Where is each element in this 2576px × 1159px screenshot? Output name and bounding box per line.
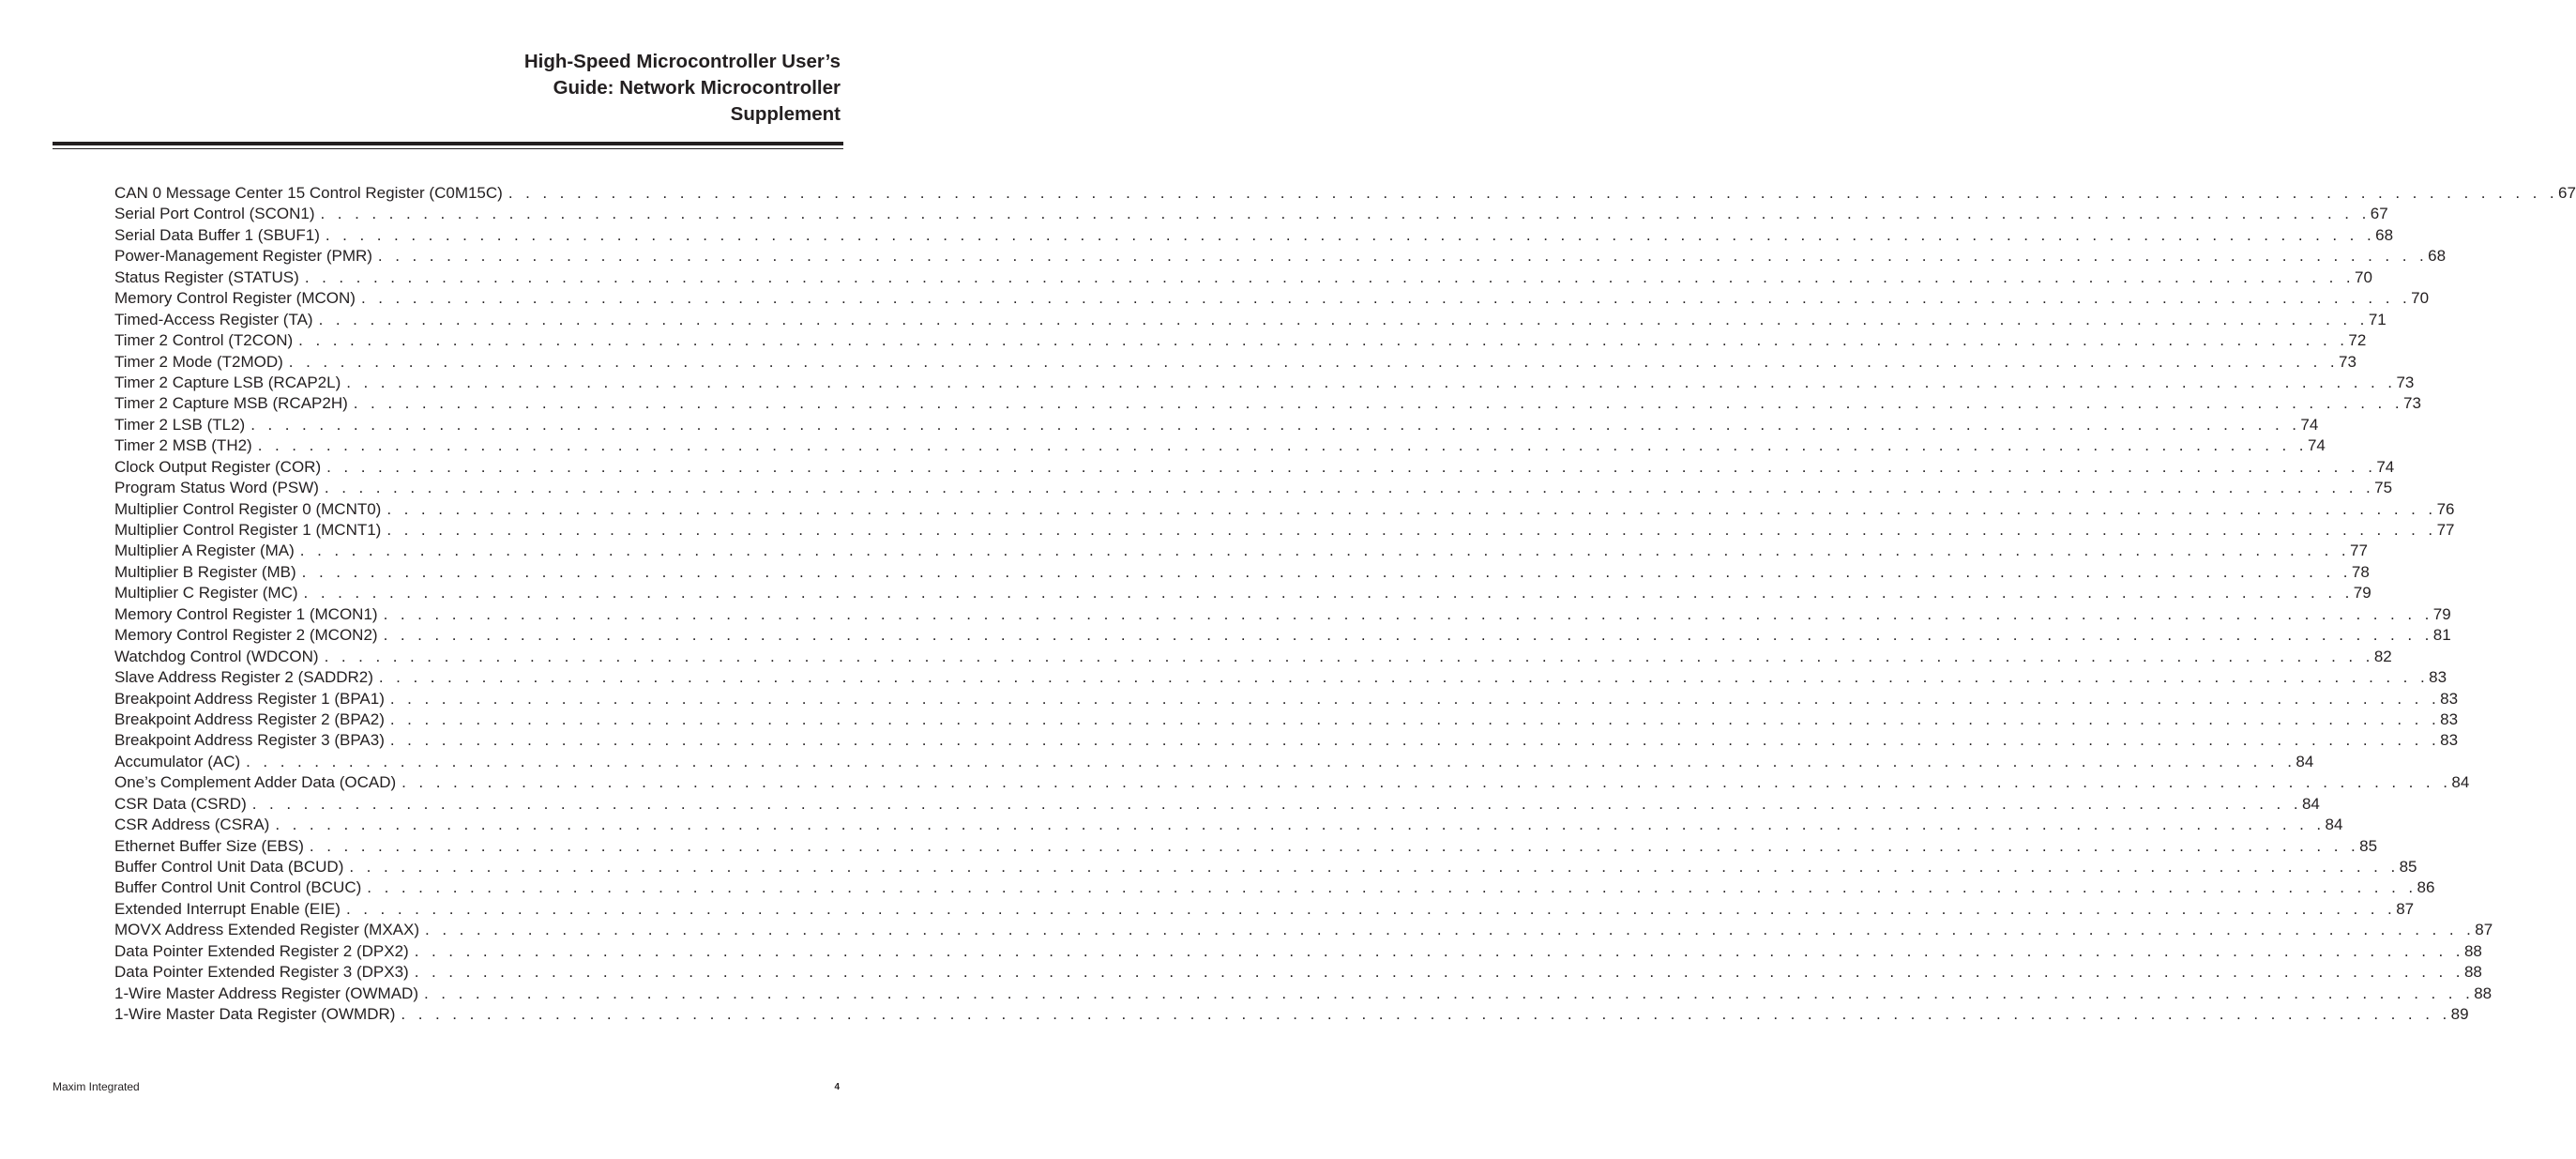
toc-entry[interactable] [114, 857, 2417, 877]
toc-dot-leader: . . . . . . . . . . . . . . . . . . . . . . . . . . . . . . . . . . . . . . . . . . . . . . . . . . . . . . . . . . . . . . . . . . . . . . . . . . . . . . . . . . . . . . . . . . . . . . . . . . . . . . . . . . . . . . . . . . . . . . . . [257, 436, 2308, 455]
toc-entry-page: 67 [2370, 205, 2388, 223]
page-title [278, 49, 841, 128]
toc-dot-leader: . . . . . . . . . . . . . . . . . . . . . . . . . . . . . . . . . . . . . . . . . . . . . . . . . . . . . . . . . . . . . . . . . . . . . . . . . . . . . . . . . . . . . . . . . . . . . . . . . . . . . . . . . . . . . . . . . . . . . . . . [425, 921, 2476, 939]
toc-entry-label: Power-Management Register (PMR) [114, 247, 372, 266]
toc-entry[interactable] [114, 246, 2447, 267]
toc-dot-leader: . . . . . . . . . . . . . . . . . . . . . . . . . . . . . . . . . . . . . . . . . . . . . . . . . . . . . . . . . . . . . . . . . . . . . . . . . . . . . . . . . . . . . . . . . . . . . . . . . . . . . . . . . . . . . . . . . . . . . . . . [383, 604, 2433, 623]
toc-entry-label: Data Pointer Extended Register 2 (DPX2) [114, 941, 409, 960]
toc-entry-label: 1-Wire Master Data Register (OWMDR) [114, 1005, 396, 1024]
toc-entry-label: Multiplier Control Register 1 (MCNT1) [114, 521, 382, 539]
toc-entry[interactable] [114, 941, 2482, 962]
toc-entry[interactable] [114, 962, 2482, 983]
toc-entry-label: Status Register (STATUS) [114, 267, 299, 286]
toc-entry-page: 82 [2373, 647, 2392, 665]
toc-dot-leader: . . . . . . . . . . . . . . . . . . . . . . . . . . . . . . . . . . . . . . . . . . . . . . . . . . . . . . . . . . . . . . . . . . . . . . . . . . . . . . . . . . . . . . . . . . . . . . . . . . . . . . . . . . . . . . . . . . . . . . . . [251, 794, 2302, 813]
toc-dot-leader: . . . . . . . . . . . . . . . . . . . . . . . . . . . . . . . . . . . . . . . . . . . . . . . . . . . . . . . . . . . . . . . . . . . . . . . . . . . . . . . . . . . . . . . . . . . . . . . . . . . . . . . . . . . . . . . . . . . . . . . . [299, 541, 2350, 560]
toc-entry-page: 70 [2355, 267, 2372, 286]
toc-entry-page: 79 [2432, 604, 2451, 623]
toc-dot-leader: . . . . . . . . . . . . . . . . . . . . . . . . . . . . . . . . . . . . . . . . . . . . . . . . . . . . . . . . . . . . . . . . . . . . . . . . . . . . . . . . . . . . . . . . . . . . . . . . . . . . . . . . . . . . . . . . . . . . . . . . [414, 963, 2464, 982]
toc-dot-leader: . . . . . . . . . . . . . . . . . . . . . . . . . . . . . . . . . . . . . . . . . . . . . . . . . . . . . . . . . . . . . . . . . . . . . . . . . . . . . . . . . . . . . . . . . . . . . . . . . . . . . . . . . . . . . . . . . . . . . . . . [386, 521, 2437, 539]
toc-entry-page: 84 [2325, 816, 2343, 834]
toc-dot-leader: . . . . . . . . . . . . . . . . . . . . . . . . . . . . . . . . . . . . . . . . . . . . . . . . . . . . . . . . . . . . . . . . . . . . . . . . . . . . . . . . . . . . . . . . . . . . . . . . . . . . . . . . . . . . . . . . . . . . . . . . [367, 878, 2417, 897]
toc-entry-page: 77 [2436, 521, 2455, 539]
toc-dot-leader: . . . . . . . . . . . . . . . . . . . . . . . . . . . . . . . . . . . . . . . . . . . . . . . . . . . . . . . . . . . . . . . . . . . . . . . . . . . . . . . . . . . . . . . . . . . . . . . . . . . . . . . . . . . . . . . . . . . . . . . . [324, 479, 2375, 497]
toc-entry-page: 84 [2451, 773, 2470, 792]
toc-entry-page: 78 [2351, 562, 2370, 581]
toc-entry[interactable] [114, 625, 2451, 646]
toc-entry-label: CSR Data (CSRD) [114, 794, 247, 813]
toc-entry-page: 79 [2353, 584, 2371, 602]
toc-entry-label: MOVX Address Extended Register (MXAX) [114, 921, 420, 939]
toc-entry-label: Breakpoint Address Register 3 (BPA3) [114, 731, 385, 750]
toc-entry-label: One’s Complement Adder Data (OCAD) [114, 773, 397, 792]
toc-entry-label: Breakpoint Address Register 1 (BPA1) [114, 689, 385, 708]
toc-entry[interactable] [114, 435, 2326, 456]
toc-entry-page: 70 [2411, 289, 2430, 308]
toc-entry-page: 84 [2301, 794, 2320, 813]
page-title-line-2: Guide: Network Microcontroller [553, 77, 841, 99]
toc-dot-leader: . . . . . . . . . . . . . . . . . . . . . . . . . . . . . . . . . . . . . . . . . . . . . . . . . . . . . . . . . . . . . . . . . . . . . . . . . . . . . . . . . . . . . . . . . . . . . . . . . . . . . . . . . . . . . . . . . . . . . . . . [353, 394, 2403, 413]
toc-entry-page: 86 [2417, 878, 2435, 897]
toc-entry[interactable] [114, 730, 2459, 751]
toc-dot-leader: . . . . . . . . . . . . . . . . . . . . . . . . . . . . . . . . . . . . . . . . . . . . . . . . . . . . . . . . . . . . . . . . . . . . . . . . . . . . . . . . . . . . . . . . . . . . . . . . . . . . . . . . . . . . . . . . . . . . . . . . [508, 184, 2559, 202]
toc-entry-page: 85 [2399, 858, 2417, 876]
toc-entry-label: Buffer Control Unit Data (BCUD) [114, 858, 344, 876]
toc-entry[interactable] [114, 310, 2387, 330]
toc-entry-page: 84 [2296, 752, 2314, 770]
toc-entry-page: 88 [2463, 963, 2482, 982]
toc-entry-label: Multiplier A Register (MA) [114, 541, 295, 560]
toc-dot-leader: . . . . . . . . . . . . . . . . . . . . . . . . . . . . . . . . . . . . . . . . . . . . . . . . . . . . . . . . . . . . . . . . . . . . . . . . . . . . . . . . . . . . . . . . . . . . . . . . . . . . . . . . . . . . . . . . . . . . . . . . [275, 816, 2326, 834]
toc-entry-page: 83 [2429, 668, 2447, 687]
toc-entry-label: Data Pointer Extended Register 3 (DPX3) [114, 963, 409, 982]
toc-dot-leader: . . . . . . . . . . . . . . . . . . . . . . . . . . . . . . . . . . . . . . . . . . . . . . . . . . . . . . . . . . . . . . . . . . . . . . . . . . . . . . . . . . . . . . . . . . . . . . . . . . . . . . . . . . . . . . . . . . . . . . . . [346, 373, 2397, 391]
toc-dot-leader: . . . . . . . . . . . . . . . . . . . . . . . . . . . . . . . . . . . . . . . . . . . . . . . . . . . . . . . . . . . . . . . . . . . . . . . . . . . . . . . . . . . . . . . . . . . . . . . . . . . . . . . . . . . . . . . . . . . . . . . . [246, 752, 2296, 770]
toc-entry-label: Serial Data Buffer 1 (SBUF1) [114, 225, 320, 244]
toc-entry[interactable] [114, 772, 2470, 793]
toc-entry-label: Timer 2 MSB (TH2) [114, 436, 252, 455]
toc-entry[interactable] [114, 815, 2343, 835]
toc-entry-label: CAN 0 Message Center 15 Control Register (C0M15C) [114, 184, 503, 202]
toc-entry-page: 83 [2440, 731, 2459, 750]
toc-dot-leader: . . . . . . . . . . . . . . . . . . . . . . . . . . . . . . . . . . . . . . . . . . . . . . . . . . . . . . . . . . . . . . . . . . . . . . . . . . . . . . . . . . . . . . . . . . . . . . . . . . . . . . . . . . . . . . . . . . . . . . . . [304, 267, 2356, 286]
toc-entry[interactable] [114, 373, 2415, 393]
toc-entry[interactable] [114, 225, 2394, 246]
toc-entry[interactable] [114, 415, 2319, 435]
toc-dot-leader: . . . . . . . . . . . . . . . . . . . . . . . . . . . . . . . . . . . . . . . . . . . . . . . . . . . . . . . . . . . . . . . . . . . . . . . . . . . . . . . . . . . . . . . . . . . . . . . . . . . . . . . . . . . . . . . . . . . . . . . . [288, 352, 2339, 371]
toc-dot-leader: . . . . . . . . . . . . . . . . . . . . . . . . . . . . . . . . . . . . . . . . . . . . . . . . . . . . . . . . . . . . . . . . . . . . . . . . . . . . . . . . . . . . . . . . . . . . . . . . . . . . . . . . . . . . . . . . . . . . . . . . [424, 984, 2475, 1002]
toc-entry-page: 76 [2436, 499, 2455, 518]
toc-entry[interactable] [114, 920, 2493, 940]
toc-entry-label: Watchdog Control (WDCON) [114, 647, 319, 665]
toc-entry[interactable] [114, 794, 2320, 815]
toc-entry[interactable] [114, 667, 2447, 688]
toc-dot-leader: . . . . . . . . . . . . . . . . . . . . . . . . . . . . . . . . . . . . . . . . . . . . . . . . . . . . . . . . . . . . . . . . . . . . . . . . . . . . . . . . . . . . . . . . . . . . . . . . . . . . . . . . . . . . . . . . . . . . . . . . [401, 1005, 2451, 1024]
toc-entry[interactable] [114, 752, 2314, 772]
footer-company: Maxim Integrated [53, 1080, 140, 1093]
toc-entry[interactable] [114, 330, 2367, 351]
toc-entry[interactable] [114, 352, 2356, 373]
toc-entry[interactable] [114, 583, 2371, 603]
toc-entry-page: 74 [2300, 415, 2319, 434]
toc-entry-label: Slave Address Register 2 (SADDR2) [114, 668, 373, 687]
toc-entry[interactable] [114, 689, 2459, 709]
toc-entry-label: Timer 2 Capture LSB (RCAP2L) [114, 373, 341, 391]
toc-entry-page: 72 [2348, 331, 2367, 350]
toc-entry-label: Memory Control Register (MCON) [114, 289, 356, 308]
toc-entry[interactable] [114, 204, 2388, 224]
toc-entry[interactable] [114, 541, 2368, 561]
toc-entry-page: 73 [2339, 352, 2356, 371]
toc-entry-page: 85 [2359, 836, 2378, 855]
toc-entry-page: 68 [2428, 247, 2447, 266]
toc-entry-page: 75 [2374, 479, 2393, 497]
toc-entry-page: 77 [2350, 541, 2368, 560]
toc-entry-label: Accumulator (AC) [114, 752, 241, 770]
toc-entry-label: Multiplier C Register (MC) [114, 584, 298, 602]
toc-entry-page: 74 [2376, 457, 2395, 476]
toc-entry-page: 74 [2307, 436, 2326, 455]
toc-entry[interactable] [114, 562, 2370, 583]
toc-dot-leader: . . . . . . . . . . . . . . . . . . . . . . . . . . . . . . . . . . . . . . . . . . . . . . . . . . . . . . . . . . . . . . . . . . . . . . . . . . . . . . . . . . . . . . . . . . . . . . . . . . . . . . . . . . . . . . . . . . . . . . . . [320, 205, 2371, 223]
toc-dot-leader: . . . . . . . . . . . . . . . . . . . . . . . . . . . . . . . . . . . . . . . . . . . . . . . . . . . . . . . . . . . . . . . . . . . . . . . . . . . . . . . . . . . . . . . . . . . . . . . . . . . . . . . . . . . . . . . . . . . . . . . . [326, 457, 2377, 476]
toc-entry[interactable] [114, 877, 2435, 898]
toc-dot-leader: . . . . . . . . . . . . . . . . . . . . . . . . . . . . . . . . . . . . . . . . . . . . . . . . . . . . . . . . . . . . . . . . . . . . . . . . . . . . . . . . . . . . . . . . . . . . . . . . . . . . . . . . . . . . . . . . . . . . . . . . [303, 584, 2354, 602]
header-divider-thick [53, 142, 843, 145]
toc-entry-label: Ethernet Buffer Size (EBS) [114, 836, 304, 855]
toc-entry-page: 81 [2432, 626, 2451, 645]
toc-entry-page: 87 [2396, 899, 2415, 918]
toc-entry-page: 73 [2396, 373, 2415, 391]
toc-dot-leader: . . . . . . . . . . . . . . . . . . . . . . . . . . . . . . . . . . . . . . . . . . . . . . . . . . . . . . . . . . . . . . . . . . . . . . . . . . . . . . . . . . . . . . . . . . . . . . . . . . . . . . . . . . . . . . . . . . . . . . . . [402, 773, 2452, 792]
toc-entry[interactable] [114, 1004, 2469, 1025]
toc-dot-leader: . . . . . . . . . . . . . . . . . . . . . . . . . . . . . . . . . . . . . . . . . . . . . . . . . . . . . . . . . . . . . . . . . . . . . . . . . . . . . . . . . . . . . . . . . . . . . . . . . . . . . . . . . . . . . . . . . . . . . . . . [301, 562, 2352, 581]
toc-dot-leader: . . . . . . . . . . . . . . . . . . . . . . . . . . . . . . . . . . . . . . . . . . . . . . . . . . . . . . . . . . . . . . . . . . . . . . . . . . . . . . . . . . . . . . . . . . . . . . . . . . . . . . . . . . . . . . . . . . . . . . . . [349, 858, 2400, 876]
toc-dot-leader: . . . . . . . . . . . . . . . . . . . . . . . . . . . . . . . . . . . . . . . . . . . . . . . . . . . . . . . . . . . . . . . . . . . . . . . . . . . . . . . . . . . . . . . . . . . . . . . . . . . . . . . . . . . . . . . . . . . . . . . . [298, 331, 2349, 350]
toc-entry-page: 88 [2474, 984, 2493, 1002]
toc-entry-label: Multiplier B Register (MB) [114, 562, 296, 581]
toc-entry[interactable] [114, 478, 2393, 498]
toc-entry-page: 83 [2440, 709, 2459, 728]
toc-entry[interactable] [114, 984, 2493, 1004]
toc-entry[interactable] [114, 604, 2451, 625]
toc-entry[interactable] [114, 267, 2372, 288]
toc-entry[interactable] [114, 183, 2576, 204]
toc-entry[interactable] [114, 899, 2415, 920]
toc-entry-page: 89 [2450, 1005, 2469, 1024]
toc-dot-leader: . . . . . . . . . . . . . . . . . . . . . . . . . . . . . . . . . . . . . . . . . . . . . . . . . . . . . . . . . . . . . . . . . . . . . . . . . . . . . . . . . . . . . . . . . . . . . . . . . . . . . . . . . . . . . . . . . . . . . . . . [345, 899, 2397, 918]
toc-entry-label: Program Status Word (PSW) [114, 479, 319, 497]
toc-entry-page: 73 [2402, 394, 2421, 413]
toc-entry-label: Buffer Control Unit Control (BCUC) [114, 878, 362, 897]
toc-entry[interactable] [114, 836, 2378, 857]
toc-entry-page: 71 [2368, 310, 2387, 328]
toc-entry[interactable] [114, 288, 2430, 309]
toc-dot-leader: . . . . . . . . . . . . . . . . . . . . . . . . . . . . . . . . . . . . . . . . . . . . . . . . . . . . . . . . . . . . . . . . . . . . . . . . . . . . . . . . . . . . . . . . . . . . . . . . . . . . . . . . . . . . . . . . . . . . . . . . [386, 499, 2437, 518]
toc-dot-leader: . . . . . . . . . . . . . . . . . . . . . . . . . . . . . . . . . . . . . . . . . . . . . . . . . . . . . . . . . . . . . . . . . . . . . . . . . . . . . . . . . . . . . . . . . . . . . . . . . . . . . . . . . . . . . . . . . . . . . . . . [324, 647, 2374, 665]
toc-dot-leader: . . . . . . . . . . . . . . . . . . . . . . . . . . . . . . . . . . . . . . . . . . . . . . . . . . . . . . . . . . . . . . . . . . . . . . . . . . . . . . . . . . . . . . . . . . . . . . . . . . . . . . . . . . . . . . . . . . . . . . . . [389, 689, 2441, 708]
toc-entry-label: Timer 2 Capture MSB (RCAP2H) [114, 394, 348, 413]
toc-entry-label: Memory Control Register 2 (MCON2) [114, 626, 378, 645]
toc-entry-label: Multiplier Control Register 0 (MCNT0) [114, 499, 382, 518]
table-of-contents [114, 183, 2576, 1026]
toc-dot-leader: . . . . . . . . . . . . . . . . . . . . . . . . . . . . . . . . . . . . . . . . . . . . . . . . . . . . . . . . . . . . . . . . . . . . . . . . . . . . . . . . . . . . . . . . . . . . . . . . . . . . . . . . . . . . . . . . . . . . . . . . [414, 941, 2464, 960]
page-title-line-1: High-Speed Microcontroller User’s [523, 51, 841, 72]
toc-entry-label: Clock Output Register (COR) [114, 457, 322, 476]
toc-entry-label: Memory Control Register 1 (MCON1) [114, 604, 378, 623]
toc-entry-label: Timer 2 Control (T2CON) [114, 331, 294, 350]
toc-entry-label: Extended Interrupt Enable (EIE) [114, 899, 341, 918]
toc-entry-page: 87 [2475, 921, 2493, 939]
toc-dot-leader: . . . . . . . . . . . . . . . . . . . . . . . . . . . . . . . . . . . . . . . . . . . . . . . . . . . . . . . . . . . . . . . . . . . . . . . . . . . . . . . . . . . . . . . . . . . . . . . . . . . . . . . . . . . . . . . . . . . . . . . . [325, 225, 2376, 244]
toc-entry[interactable] [114, 393, 2421, 414]
toc-dot-leader: . . . . . . . . . . . . . . . . . . . . . . . . . . . . . . . . . . . . . . . . . . . . . . . . . . . . . . . . . . . . . . . . . . . . . . . . . . . . . . . . . . . . . . . . . . . . . . . . . . . . . . . . . . . . . . . . . . . . . . . . [377, 247, 2429, 266]
toc-dot-leader: . . . . . . . . . . . . . . . . . . . . . . . . . . . . . . . . . . . . . . . . . . . . . . . . . . . . . . . . . . . . . . . . . . . . . . . . . . . . . . . . . . . . . . . . . . . . . . . . . . . . . . . . . . . . . . . . . . . . . . . . [360, 289, 2412, 308]
toc-dot-leader: . . . . . . . . . . . . . . . . . . . . . . . . . . . . . . . . . . . . . . . . . . . . . . . . . . . . . . . . . . . . . . . . . . . . . . . . . . . . . . . . . . . . . . . . . . . . . . . . . . . . . . . . . . . . . . . . . . . . . . . . [389, 731, 2441, 750]
toc-entry[interactable] [114, 499, 2455, 520]
toc-entry[interactable] [114, 520, 2455, 541]
toc-entry-page: 68 [2375, 225, 2394, 244]
toc-dot-leader: . . . . . . . . . . . . . . . . . . . . . . . . . . . . . . . . . . . . . . . . . . . . . . . . . . . . . . . . . . . . . . . . . . . . . . . . . . . . . . . . . . . . . . . . . . . . . . . . . . . . . . . . . . . . . . . . . . . . . . . . [383, 626, 2433, 645]
toc-dot-leader: . . . . . . . . . . . . . . . . . . . . . . . . . . . . . . . . . . . . . . . . . . . . . . . . . . . . . . . . . . . . . . . . . . . . . . . . . . . . . . . . . . . . . . . . . . . . . . . . . . . . . . . . . . . . . . . . . . . . . . . . [250, 415, 2301, 434]
page-title-line-3: Supplement [730, 103, 841, 125]
toc-dot-leader: . . . . . . . . . . . . . . . . . . . . . . . . . . . . . . . . . . . . . . . . . . . . . . . . . . . . . . . . . . . . . . . . . . . . . . . . . . . . . . . . . . . . . . . . . . . . . . . . . . . . . . . . . . . . . . . . . . . . . . . . [378, 668, 2430, 687]
toc-entry-page: 83 [2440, 689, 2459, 708]
toc-entry-label: Breakpoint Address Register 2 (BPA2) [114, 709, 385, 728]
toc-entry-label: 1-Wire Master Address Register (OWMAD) [114, 984, 418, 1002]
toc-entry-label: Timer 2 Mode (T2MOD) [114, 352, 283, 371]
toc-entry-page: 67 [2558, 184, 2576, 202]
toc-entry[interactable] [114, 709, 2459, 730]
toc-entry-label: Timed-Access Register (TA) [114, 310, 313, 328]
footer-page-number: 4 [834, 1082, 840, 1092]
toc-dot-leader: . . . . . . . . . . . . . . . . . . . . . . . . . . . . . . . . . . . . . . . . . . . . . . . . . . . . . . . . . . . . . . . . . . . . . . . . . . . . . . . . . . . . . . . . . . . . . . . . . . . . . . . . . . . . . . . . . . . . . . . . [389, 709, 2441, 728]
toc-dot-leader: . . . . . . . . . . . . . . . . . . . . . . . . . . . . . . . . . . . . . . . . . . . . . . . . . . . . . . . . . . . . . . . . . . . . . . . . . . . . . . . . . . . . . . . . . . . . . . . . . . . . . . . . . . . . . . . . . . . . . . . . [318, 310, 2369, 328]
toc-entry-label: Timer 2 LSB (TL2) [114, 415, 246, 434]
toc-entry-label: CSR Address (CSRA) [114, 816, 270, 834]
header-divider-thin [53, 148, 843, 149]
toc-dot-leader: . . . . . . . . . . . . . . . . . . . . . . . . . . . . . . . . . . . . . . . . . . . . . . . . . . . . . . . . . . . . . . . . . . . . . . . . . . . . . . . . . . . . . . . . . . . . . . . . . . . . . . . . . . . . . . . . . . . . . . . . [309, 836, 2360, 855]
toc-entry-page: 88 [2463, 941, 2482, 960]
toc-entry[interactable] [114, 457, 2395, 478]
toc-entry[interactable] [114, 647, 2392, 667]
toc-entry-label: Serial Port Control (SCON1) [114, 205, 315, 223]
